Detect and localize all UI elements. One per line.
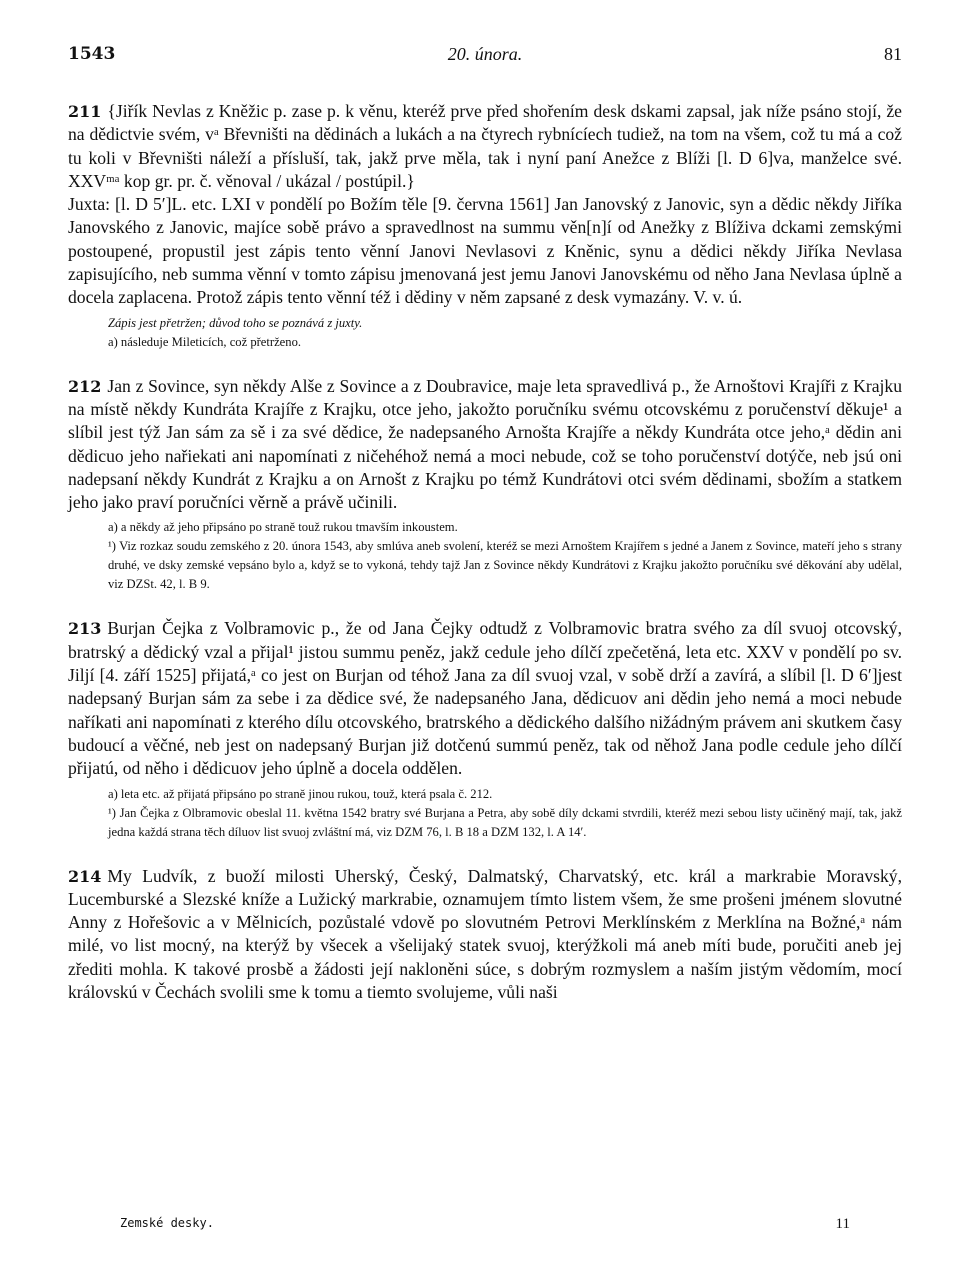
footnote: a) leta etc. až přijatá připsáno po straně jinou rukou, touž, která psala č. 212. (108, 786, 493, 801)
entry-number: 212 (68, 376, 102, 396)
document-page (68, 44, 902, 1004)
footnote: ¹) Jan Čejka z Olbramovic obeslal 11. května 1542 bratry své Burjana a Petra, aby sobě díly dckami stvrdili, kteréž mezi sebou listy učiněný mají, tak, jakž jedna každá strana těch díluov list svuoj zvláštní má, viz DZM 76, l. B 18 a DZM 132, l. A 14′. (108, 805, 902, 839)
entry-body: Jan z Sovince, syn někdy Alše z Sovince a z Doubravice, maje leta spravedlivá p., že Arnoštovi Krajíři z Krajku na místě někdy Kundráta Krajíře z Krajku, otce jeho, jakožto poručníku svému otcovskému z poručenství děkuje¹ a slíbil jest týž Jan sám za sě i za své dědice, že nadepsaného Arnošta Krajíře a někdy Kundráta otce jeho,ᵃ dědin ani dědicuo jeho nařiekati ani napomínati z ničehéhož nemá a moci nebude, což se toho poručenství dotýče, neb jsú oni nadepsaní někdy Kundrát z Krajku a on Arnošt z Krajku po témž Kundrátovi otci svém dědinami, sbožím a statkem jeho jako praví poručníci věrně a právě učinili. (68, 375, 902, 513)
entry-body: Burjan Čejka z Volbramovic p., že od Jana Čejky odtudž z Volbramovic bratra svého za díl svuoj otcovský, bratrský a dědický vzal a přijal¹ jistou summu peněz, jakž cedule jeho dílčí zpečetěná, leta etc. XXV v pondělí po sv. Jiljí [4. září 1525] přijatá,ᵃ co jest on Burjan od téhož Jana za díl svuoj vzal, v sobě drží a zavírá, a slíbil [l. D 6′]jest nadepsaný Burjan sám za sebe i za dědice své, že nadepsaného Jana, dědicuov ani dědin jeho nemá a moci nebude naříkati ani napomínati z kterého dílu otcovského, bratrského a dědického dalšího nižádným právem ani skutkem časy budoucí a věčné, neb jest on nadepsaný Burjan již dotčenú summú peněz, tak od něhož Jana podle cedule jeho dílčí přijatú, od něho i dědicuov jeho úplně a docela oddělen. (68, 618, 902, 779)
entry-text (68, 375, 902, 515)
entry-number: 211 (68, 102, 102, 121)
footnote: a) a někdy až jeho připsáno po straně touž rukou tmavším inkoustem. (108, 520, 458, 535)
signature-mark: 11 (835, 1216, 850, 1232)
entry-number: 213 (68, 619, 102, 639)
footnote: Zápis jest přetržen; důvod toho se poznává z juxty. (108, 315, 363, 330)
entry-214 (68, 865, 902, 1005)
entry-body: My Ludvík, z buoží milosti Uherský, Český, Dalmatský, Charvatský, etc. král a markrabie Moravský, Lucemburské a Slezské kníže a Lužický markrabie, oznamujem tímto listem všem, že sme prošeni jménem slovutné Anny z Hořešovic a v Mělnicích, pozůstalé vdově po slovutném Petrovi Merklínském z Merklína na Božné,ᵃ nám milé, vo list mocný, na kterýž by všecek a všelijaký statek svuoj, kterýžkoli má aneb míti bude, poručiti aneb jej zřediti mohla. K takové prosbě a žádosti její nakloněni súce, s dobrým rozmyslem a naším jistým vědomím, mocí královskú v Čechách svolili sme k tomu a tiemto svolujeme, vůli naši (68, 865, 902, 1003)
entry-text (68, 865, 902, 1005)
page-number: 81 (884, 44, 902, 64)
footnote: ¹) Viz rozkaz soudu zemského z 20. února 1543, aby smlúva aneb svolení, kteréž se mezi Arnoštem Krajířem s jedné a Janem z Sovince, mateří jeho s strany druhé, ve dsky zemské vepsáno bylo a, když se to vykoná, tehdy tajž Jan z Sovince někdy Kundrátovi z Krajku jakožto poručníku své děkování aby udělal, viz DZSt. 42, l. B 9. (108, 539, 902, 592)
entry-213 (68, 617, 902, 841)
entry-body: {Jiřík Nevlas z Kněžic p. zase p. k věnu, kteréž prve před shořením desk dskami zapsal, jak níže psáno stojí, že na dědictvie svém, vᵃ Břevništi na dědinách a lukách a na čtyrech rybnícíech tudiež, na tom na všem, což tu má a což tu koli v Břevništi náleží a přísluší, tak, jakž prve měla, tak i nyní paní Anežce z Blíži [l. D 6]va, manželce své. XXVᵐᵃ kop gr. pr. č. věnoval / ukázal / postúpil.} (68, 101, 902, 191)
entry-211 (68, 100, 902, 352)
entry-number: 214 (68, 866, 102, 886)
header-year: 1543 (68, 44, 116, 64)
entry-text (68, 100, 902, 193)
header-date: 20. února. (447, 44, 523, 64)
running-header (68, 44, 902, 74)
entry-212 (68, 375, 902, 595)
footer-label: Zemské desky. (120, 1216, 214, 1230)
footnote: a) následuje Mileticích, což přetrženo. (108, 334, 302, 349)
juxta-text: Juxta: [l. D 5′]L. etc. LXI v pondělí po Božím těle [9. června 1561] Jan Janovský z Janovic, syn a dědic někdy Jiříka Janovského z Janovic, majíce sobě právo a spravedlnost na summu věn[n]í od Anežky z Blíživa dckami zemskými postoupené, propustil jest zápis tento věnní Janovi Nevlasovi z Kněnic, synu a dědici někdy Jiříka Nevlasa zapisujícího, neb summa věnní v tomto zápisu jmenovaná jest jemu Janovi Janovskému od něho Jana Nevlasa úplně a docela zaplacena. Protož zápis tento věnní též i dědiny v něm zapsané z desk vymazány. V. v. ú. (68, 194, 902, 308)
entry-text (68, 617, 902, 780)
